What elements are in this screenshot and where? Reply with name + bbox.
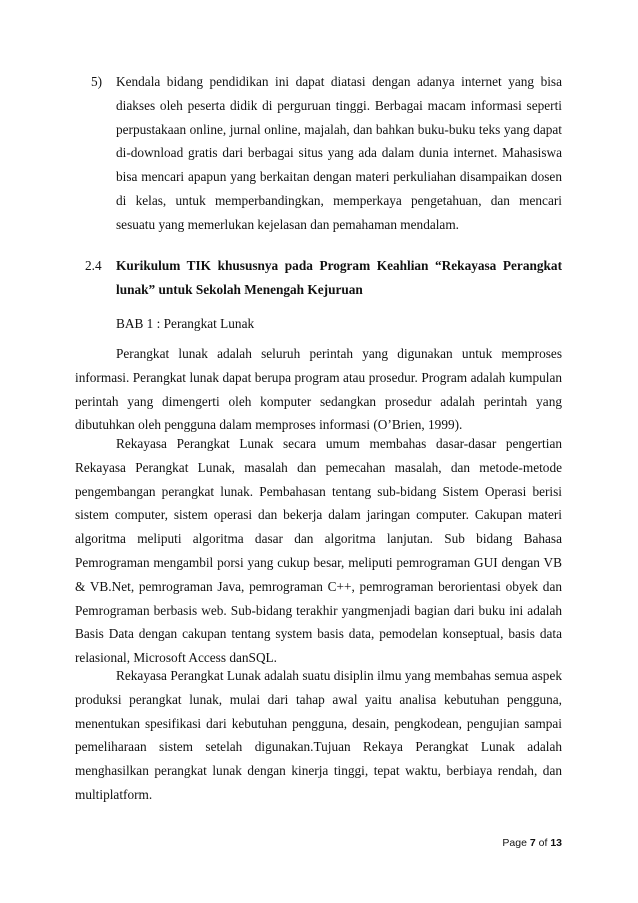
page-current: 7 — [529, 837, 536, 849]
section-heading — [85, 254, 562, 302]
list-item-number: 5) — [91, 74, 103, 89]
sub-heading: BAB 1 : Perangkat Lunak — [116, 316, 255, 331]
list-item — [92, 70, 562, 237]
paragraph: Perangkat lunak adalah seluruh perintah yang digunakan untuk memproses informasi. Perangkat lunak dapat berupa program atau prosedur. Program adalah kumpulan perintah yang dimengerti oleh komputer sedangkan prosedur adalah perintah yang dibutuhkan oleh pengguna dalam memproses informasi (O’Brien, 1999). — [75, 346, 562, 433]
page-label: Page — [502, 837, 527, 849]
section-title: Kurikulum TIK khususnya pada Program Keahlian “Rekayasa Perangkat lunak” untuk Sekolah Menengah Kejuruan — [116, 258, 562, 297]
paragraph: Rekayasa Perangkat Lunak adalah suatu disiplin ilmu yang membahas semua aspek produksi perangkat lunak, mulai dari tahap awal yaitu analisa kebutuhan pengguna, menentukan spesifikasi dari kebutuhan pengguna, desain, pengkodean, pengujian sampai pemeliharaan sistem setelah digunakan.Tujuan Rekaya Perangkat Lunak adalah menghasilkan perangkat lunak dengan kinerja tinggi, tepat waktu, berbiaya rendah, dan multiplatform. — [75, 668, 562, 802]
paragraph: Rekayasa Perangkat Lunak secara umum membahas dasar-dasar pengertian Rekayasa Perangkat Lunak, masalah dan pemecahan masalah, dan metode-metode pengembangan perangkat lunak. Pembahasan tentang sub-bidang Sistem Operasi berisi sistem computer, sistem operasi dan bekerja dalam jaringan computer. Cakupan materi algoritma meliputi algoritma dasar dan algoritma lanjutan. Sub bidang Bahasa Pemrograman mengambil porsi yang cukup besar, meliputi pemrograman GUI dengan VB & VB.Net, pemrograman Java, pemrograman C++, pemrograman berorientasi obyek dan Pemrograman berbasis web. Sub-bidang terakhir yangmenjadi bagian dari buku ini adalah Basis Data dengan cakupan tentang system basis data, pemodelan konseptual, basis data relasional, Microsoft Access danSQL. — [75, 436, 562, 666]
page-total: 13 — [550, 837, 562, 849]
of-label: of — [538, 837, 548, 849]
section-number: 2.4 — [85, 258, 102, 273]
list-item-text: Kendala bidang pendidikan ini dapat diatasi dengan adanya internet yang bisa diakses oleh peserta didik di perguruan tinggi. Berbagai macam informasi seperti perpustakaan online, jurnal online, majalah, dan bahkan buku-buku teks yang dapat di-download gratis dari berbagai situs yang ada dalam dunia internet. Mahasiswa bisa mencari apapun yang berkaitan dengan materi perkuliahan disampaikan dosen di kelas, untuk memperbandingkan, memperkaya pengetahuan, dan mencari sesuatu yang memerlukan kejelasan dan pemahaman mendalam. — [116, 74, 562, 232]
page-footer — [502, 837, 562, 849]
